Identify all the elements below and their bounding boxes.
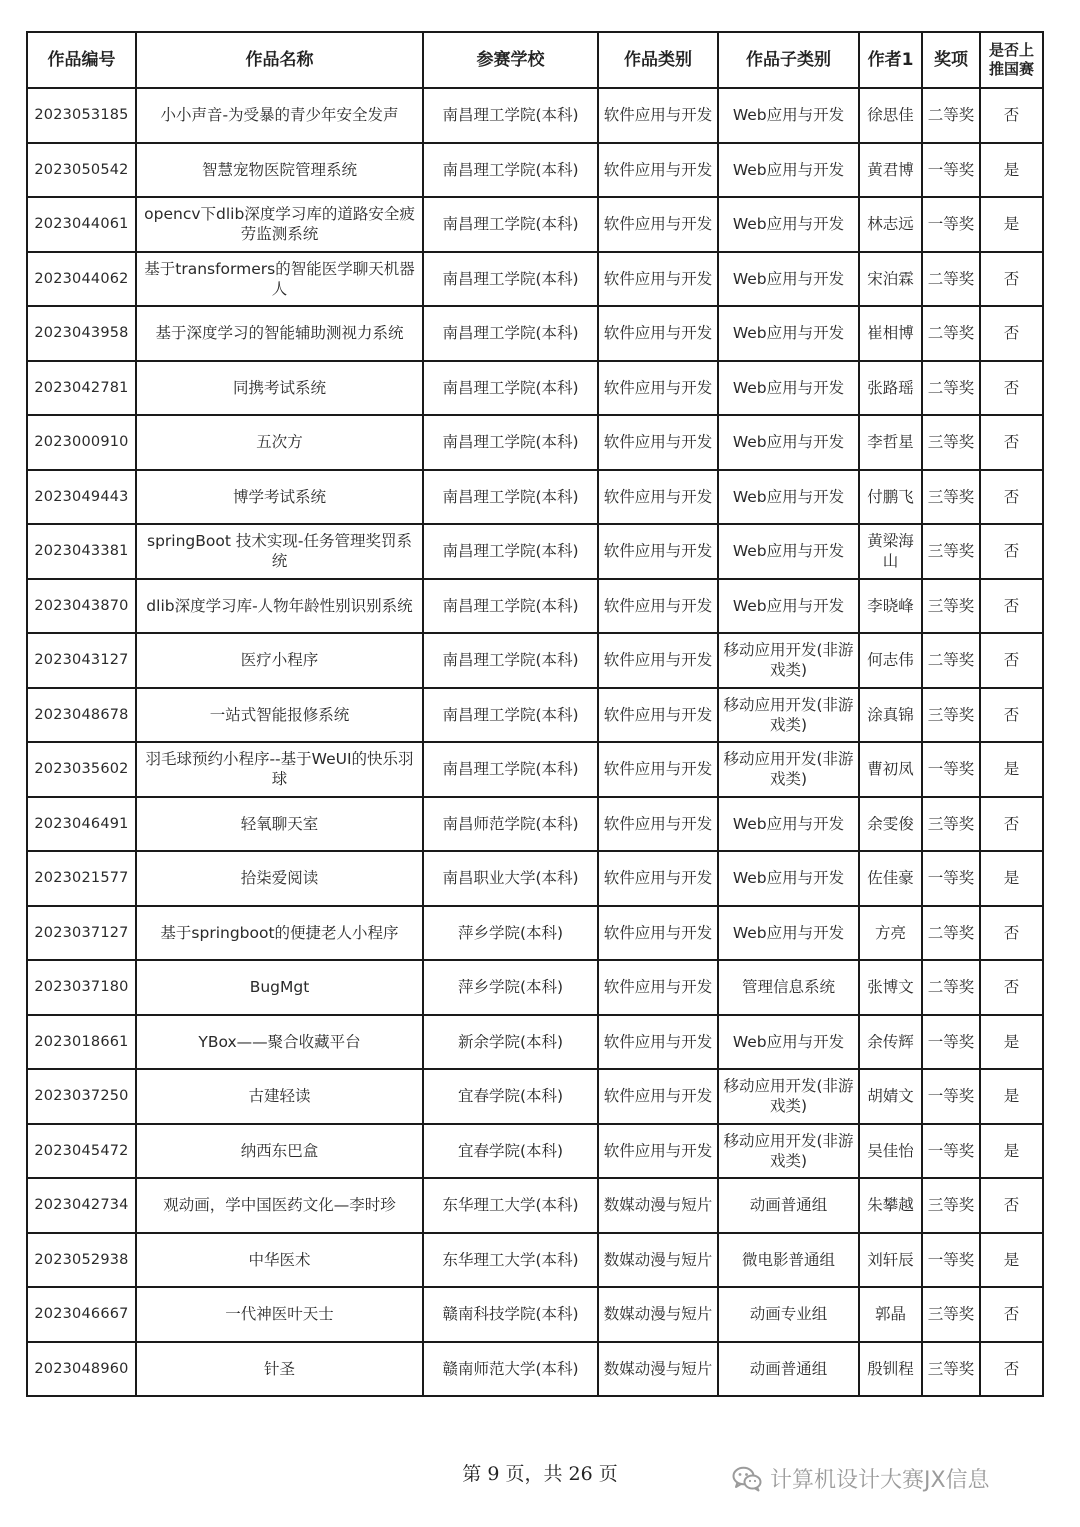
cell-author: 郭晶 [859, 1287, 922, 1342]
cell-category: 数媒动漫与短片 [598, 1287, 718, 1342]
cell-work-id: 2023046667 [27, 1287, 136, 1342]
cell-author: 佐佳豪 [859, 851, 922, 906]
cell-author: 曹初凤 [859, 742, 922, 797]
cell-national-push: 否 [980, 415, 1043, 470]
awards-table [26, 31, 1044, 1397]
cell-category: 软件应用与开发 [598, 797, 718, 852]
cell-national-push: 否 [980, 797, 1043, 852]
header-work-id: 作品编号 [27, 32, 136, 88]
table-row [27, 1287, 1043, 1342]
cell-work-name: 纳西东巴盒 [136, 1124, 423, 1179]
cell-national-push: 否 [980, 688, 1043, 743]
cell-national-push: 否 [980, 579, 1043, 634]
cell-national-push: 是 [980, 851, 1043, 906]
cell-subcategory: 动画普通组 [718, 1178, 859, 1233]
table-row [27, 306, 1043, 361]
table-row [27, 906, 1043, 961]
header-work-name: 作品名称 [136, 32, 423, 88]
cell-category: 软件应用与开发 [598, 579, 718, 634]
cell-subcategory: Web应用与开发 [718, 306, 859, 361]
header-school: 参赛学校 [423, 32, 598, 88]
cell-award: 三等奖 [922, 524, 980, 579]
cell-work-name: 基于深度学习的智能辅助测视力系统 [136, 306, 423, 361]
cell-award: 二等奖 [922, 306, 980, 361]
cell-national-push: 否 [980, 906, 1043, 961]
cell-work-id: 2023052938 [27, 1233, 136, 1288]
cell-work-name: 小小声音-为受暴的青少年安全发声 [136, 88, 423, 143]
cell-work-name: dlib深度学习库-人物年龄性别识别系统 [136, 579, 423, 634]
table-row [27, 197, 1043, 252]
cell-subcategory: Web应用与开发 [718, 415, 859, 470]
cell-category: 数媒动漫与短片 [598, 1233, 718, 1288]
cell-school: 萍乡学院(本科) [423, 906, 598, 961]
table-row [27, 688, 1043, 743]
cell-subcategory: Web应用与开发 [718, 252, 859, 307]
cell-award: 二等奖 [922, 88, 980, 143]
cell-work-name: 针圣 [136, 1342, 423, 1397]
cell-author: 殷钏程 [859, 1342, 922, 1397]
cell-subcategory: 微电影普通组 [718, 1233, 859, 1288]
cell-national-push: 否 [980, 252, 1043, 307]
cell-work-name: 一站式智能报修系统 [136, 688, 423, 743]
cell-national-push: 否 [980, 524, 1043, 579]
table-row [27, 633, 1043, 688]
cell-national-push: 是 [980, 197, 1043, 252]
cell-national-push: 否 [980, 361, 1043, 416]
cell-work-id: 2023043127 [27, 633, 136, 688]
table-row [27, 1015, 1043, 1070]
header-row [27, 32, 1043, 88]
cell-work-id: 2023044062 [27, 252, 136, 307]
table-row [27, 1178, 1043, 1233]
cell-author: 余雯俊 [859, 797, 922, 852]
cell-category: 软件应用与开发 [598, 197, 718, 252]
cell-category: 数媒动漫与短片 [598, 1342, 718, 1397]
cell-school: 南昌理工学院(本科) [423, 361, 598, 416]
table-body [27, 88, 1043, 1396]
cell-award: 二等奖 [922, 960, 980, 1015]
cell-award: 三等奖 [922, 1342, 980, 1397]
cell-subcategory: 动画普通组 [718, 1342, 859, 1397]
cell-award: 一等奖 [922, 742, 980, 797]
cell-subcategory: Web应用与开发 [718, 797, 859, 852]
cell-school: 新余学院(本科) [423, 1015, 598, 1070]
cell-category: 软件应用与开发 [598, 361, 718, 416]
cell-work-name: 医疗小程序 [136, 633, 423, 688]
cell-subcategory: Web应用与开发 [718, 143, 859, 198]
cell-award: 一等奖 [922, 143, 980, 198]
cell-school: 南昌理工学院(本科) [423, 306, 598, 361]
cell-award: 一等奖 [922, 851, 980, 906]
cell-work-name: 羽毛球预约小程序--基于WeUI的快乐羽球 [136, 742, 423, 797]
cell-work-id: 2023042781 [27, 361, 136, 416]
cell-work-name: 拾柒爱阅读 [136, 851, 423, 906]
cell-work-id: 2023044061 [27, 197, 136, 252]
cell-award: 三等奖 [922, 470, 980, 525]
cell-work-id: 2023046491 [27, 797, 136, 852]
cell-work-id: 2023018661 [27, 1015, 136, 1070]
cell-national-push: 否 [980, 88, 1043, 143]
cell-school: 南昌理工学院(本科) [423, 524, 598, 579]
cell-work-id: 2023037180 [27, 960, 136, 1015]
cell-award: 二等奖 [922, 252, 980, 307]
cell-school: 赣南师范大学(本科) [423, 1342, 598, 1397]
cell-category: 软件应用与开发 [598, 1015, 718, 1070]
cell-category: 软件应用与开发 [598, 470, 718, 525]
cell-national-push: 否 [980, 1287, 1043, 1342]
cell-category: 软件应用与开发 [598, 306, 718, 361]
cell-work-id: 2023045472 [27, 1124, 136, 1179]
cell-category: 软件应用与开发 [598, 1124, 718, 1179]
cell-work-name: springBoot 技术实现-任务管理奖罚系统 [136, 524, 423, 579]
cell-category: 软件应用与开发 [598, 960, 718, 1015]
cell-author: 胡婧文 [859, 1069, 922, 1124]
cell-work-id: 2023037250 [27, 1069, 136, 1124]
header-author: 作者1 [859, 32, 922, 88]
cell-work-name: 一代神医叶天士 [136, 1287, 423, 1342]
cell-national-push: 是 [980, 1069, 1043, 1124]
cell-award: 一等奖 [922, 1069, 980, 1124]
cell-work-name: 轻氧聊天室 [136, 797, 423, 852]
cell-school: 南昌理工学院(本科) [423, 688, 598, 743]
cell-school: 南昌理工学院(本科) [423, 579, 598, 634]
cell-work-name: 同携考试系统 [136, 361, 423, 416]
cell-category: 软件应用与开发 [598, 1069, 718, 1124]
table-row [27, 252, 1043, 307]
cell-subcategory: Web应用与开发 [718, 470, 859, 525]
wechat-icon [732, 1466, 762, 1492]
cell-national-push: 是 [980, 1233, 1043, 1288]
table-row [27, 579, 1043, 634]
watermark [732, 1463, 990, 1494]
cell-award: 三等奖 [922, 1178, 980, 1233]
cell-author: 付鹏飞 [859, 470, 922, 525]
cell-school: 南昌理工学院(本科) [423, 470, 598, 525]
cell-school: 宜春学院(本科) [423, 1069, 598, 1124]
cell-work-id: 2023021577 [27, 851, 136, 906]
cell-award: 三等奖 [922, 1287, 980, 1342]
cell-subcategory: Web应用与开发 [718, 361, 859, 416]
cell-work-name: 基于transformers的智能医学聊天机器人 [136, 252, 423, 307]
cell-subcategory: 管理信息系统 [718, 960, 859, 1015]
table-row [27, 851, 1043, 906]
cell-national-push: 否 [980, 306, 1043, 361]
header-award: 奖项 [922, 32, 980, 88]
cell-author: 李哲星 [859, 415, 922, 470]
cell-award: 一等奖 [922, 1124, 980, 1179]
cell-work-id: 2023048678 [27, 688, 136, 743]
cell-national-push: 否 [980, 1342, 1043, 1397]
cell-award: 三等奖 [922, 688, 980, 743]
cell-category: 软件应用与开发 [598, 688, 718, 743]
cell-subcategory: Web应用与开发 [718, 524, 859, 579]
table-row [27, 1069, 1043, 1124]
cell-work-name: 观动画，学中国医药文化—李时珍 [136, 1178, 423, 1233]
cell-author: 黄君博 [859, 143, 922, 198]
table-row [27, 797, 1043, 852]
table-row [27, 1342, 1043, 1397]
cell-work-name: BugMgt [136, 960, 423, 1015]
watermark-text: 计算机设计大赛JX信息 [770, 1468, 990, 1493]
cell-category: 软件应用与开发 [598, 851, 718, 906]
cell-subcategory: Web应用与开发 [718, 851, 859, 906]
cell-subcategory: 动画专业组 [718, 1287, 859, 1342]
cell-work-id: 2023043381 [27, 524, 136, 579]
cell-award: 三等奖 [922, 415, 980, 470]
cell-national-push: 否 [980, 960, 1043, 1015]
cell-work-id: 2023043958 [27, 306, 136, 361]
cell-award: 一等奖 [922, 1233, 980, 1288]
cell-subcategory: 移动应用开发(非游戏类) [718, 688, 859, 743]
page-footer: 第 9 页，共 26 页 [462, 1463, 618, 1485]
cell-national-push: 否 [980, 470, 1043, 525]
cell-school: 南昌理工学院(本科) [423, 742, 598, 797]
awards-sheet [26, 31, 1042, 1397]
cell-work-name: 基于springboot的便捷老人小程序 [136, 906, 423, 961]
cell-author: 张博文 [859, 960, 922, 1015]
cell-author: 吴佳怡 [859, 1124, 922, 1179]
cell-school: 南昌理工学院(本科) [423, 197, 598, 252]
cell-category: 软件应用与开发 [598, 143, 718, 198]
cell-author: 何志伟 [859, 633, 922, 688]
cell-work-id: 2023043870 [27, 579, 136, 634]
cell-author: 黄梁海山 [859, 524, 922, 579]
cell-category: 软件应用与开发 [598, 742, 718, 797]
header-national-push: 是否上推国赛 [980, 32, 1043, 88]
cell-award: 一等奖 [922, 1015, 980, 1070]
table-row [27, 1124, 1043, 1179]
cell-category: 数媒动漫与短片 [598, 1178, 718, 1233]
cell-school: 东华理工大学(本科) [423, 1178, 598, 1233]
cell-subcategory: 移动应用开发(非游戏类) [718, 1069, 859, 1124]
cell-school: 南昌师范学院(本科) [423, 797, 598, 852]
cell-award: 一等奖 [922, 197, 980, 252]
cell-category: 软件应用与开发 [598, 524, 718, 579]
cell-category: 软件应用与开发 [598, 906, 718, 961]
table-row [27, 742, 1043, 797]
cell-author: 朱攀越 [859, 1178, 922, 1233]
cell-work-name: YBox——聚合收藏平台 [136, 1015, 423, 1070]
cell-work-id: 2023048960 [27, 1342, 136, 1397]
cell-subcategory: 移动应用开发(非游戏类) [718, 633, 859, 688]
cell-work-name: 中华医术 [136, 1233, 423, 1288]
cell-work-id: 2023049443 [27, 470, 136, 525]
cell-category: 软件应用与开发 [598, 415, 718, 470]
cell-author: 徐思佳 [859, 88, 922, 143]
cell-work-id: 2023042734 [27, 1178, 136, 1233]
cell-national-push: 是 [980, 1124, 1043, 1179]
cell-school: 南昌职业大学(本科) [423, 851, 598, 906]
header-subcategory: 作品子类别 [718, 32, 859, 88]
cell-work-name: 五次方 [136, 415, 423, 470]
cell-subcategory: 移动应用开发(非游戏类) [718, 742, 859, 797]
cell-work-id: 2023050542 [27, 143, 136, 198]
cell-work-id: 2023035602 [27, 742, 136, 797]
cell-national-push: 是 [980, 143, 1043, 198]
cell-national-push: 是 [980, 742, 1043, 797]
cell-national-push: 否 [980, 633, 1043, 688]
table-row [27, 960, 1043, 1015]
cell-author: 林志远 [859, 197, 922, 252]
cell-award: 二等奖 [922, 906, 980, 961]
cell-category: 软件应用与开发 [598, 633, 718, 688]
cell-school: 萍乡学院(本科) [423, 960, 598, 1015]
cell-work-name: 智慧宠物医院管理系统 [136, 143, 423, 198]
cell-national-push: 否 [980, 1178, 1043, 1233]
cell-national-push: 是 [980, 1015, 1043, 1070]
cell-school: 赣南科技学院(本科) [423, 1287, 598, 1342]
cell-school: 宜春学院(本科) [423, 1124, 598, 1179]
cell-category: 软件应用与开发 [598, 88, 718, 143]
table-row [27, 470, 1043, 525]
cell-subcategory: Web应用与开发 [718, 579, 859, 634]
table-row [27, 88, 1043, 143]
cell-subcategory: 移动应用开发(非游戏类) [718, 1124, 859, 1179]
cell-award: 三等奖 [922, 797, 980, 852]
table-row [27, 524, 1043, 579]
cell-school: 南昌理工学院(本科) [423, 415, 598, 470]
cell-author: 刘轩辰 [859, 1233, 922, 1288]
cell-author: 崔相博 [859, 306, 922, 361]
cell-award: 三等奖 [922, 579, 980, 634]
header-category: 作品类别 [598, 32, 718, 88]
cell-work-id: 2023053185 [27, 88, 136, 143]
cell-author: 余传辉 [859, 1015, 922, 1070]
cell-school: 南昌理工学院(本科) [423, 88, 598, 143]
cell-work-id: 2023037127 [27, 906, 136, 961]
cell-subcategory: Web应用与开发 [718, 1015, 859, 1070]
table-row [27, 361, 1043, 416]
cell-award: 二等奖 [922, 633, 980, 688]
table-row [27, 415, 1043, 470]
cell-author: 涂真锦 [859, 688, 922, 743]
table-row [27, 143, 1043, 198]
cell-school: 东华理工大学(本科) [423, 1233, 598, 1288]
cell-work-id: 2023000910 [27, 415, 136, 470]
cell-author: 宋泊霖 [859, 252, 922, 307]
table-row [27, 1233, 1043, 1288]
cell-school: 南昌理工学院(本科) [423, 252, 598, 307]
cell-school: 南昌理工学院(本科) [423, 143, 598, 198]
cell-work-name: 古建轻读 [136, 1069, 423, 1124]
cell-award: 二等奖 [922, 361, 980, 416]
cell-work-name: opencv下dlib深度学习库的道路安全疲劳监测系统 [136, 197, 423, 252]
cell-category: 软件应用与开发 [598, 252, 718, 307]
cell-subcategory: Web应用与开发 [718, 88, 859, 143]
cell-school: 南昌理工学院(本科) [423, 633, 598, 688]
cell-author: 张路瑶 [859, 361, 922, 416]
cell-author: 方亮 [859, 906, 922, 961]
cell-subcategory: Web应用与开发 [718, 906, 859, 961]
cell-author: 李晓峰 [859, 579, 922, 634]
cell-work-name: 博学考试系统 [136, 470, 423, 525]
cell-subcategory: Web应用与开发 [718, 197, 859, 252]
